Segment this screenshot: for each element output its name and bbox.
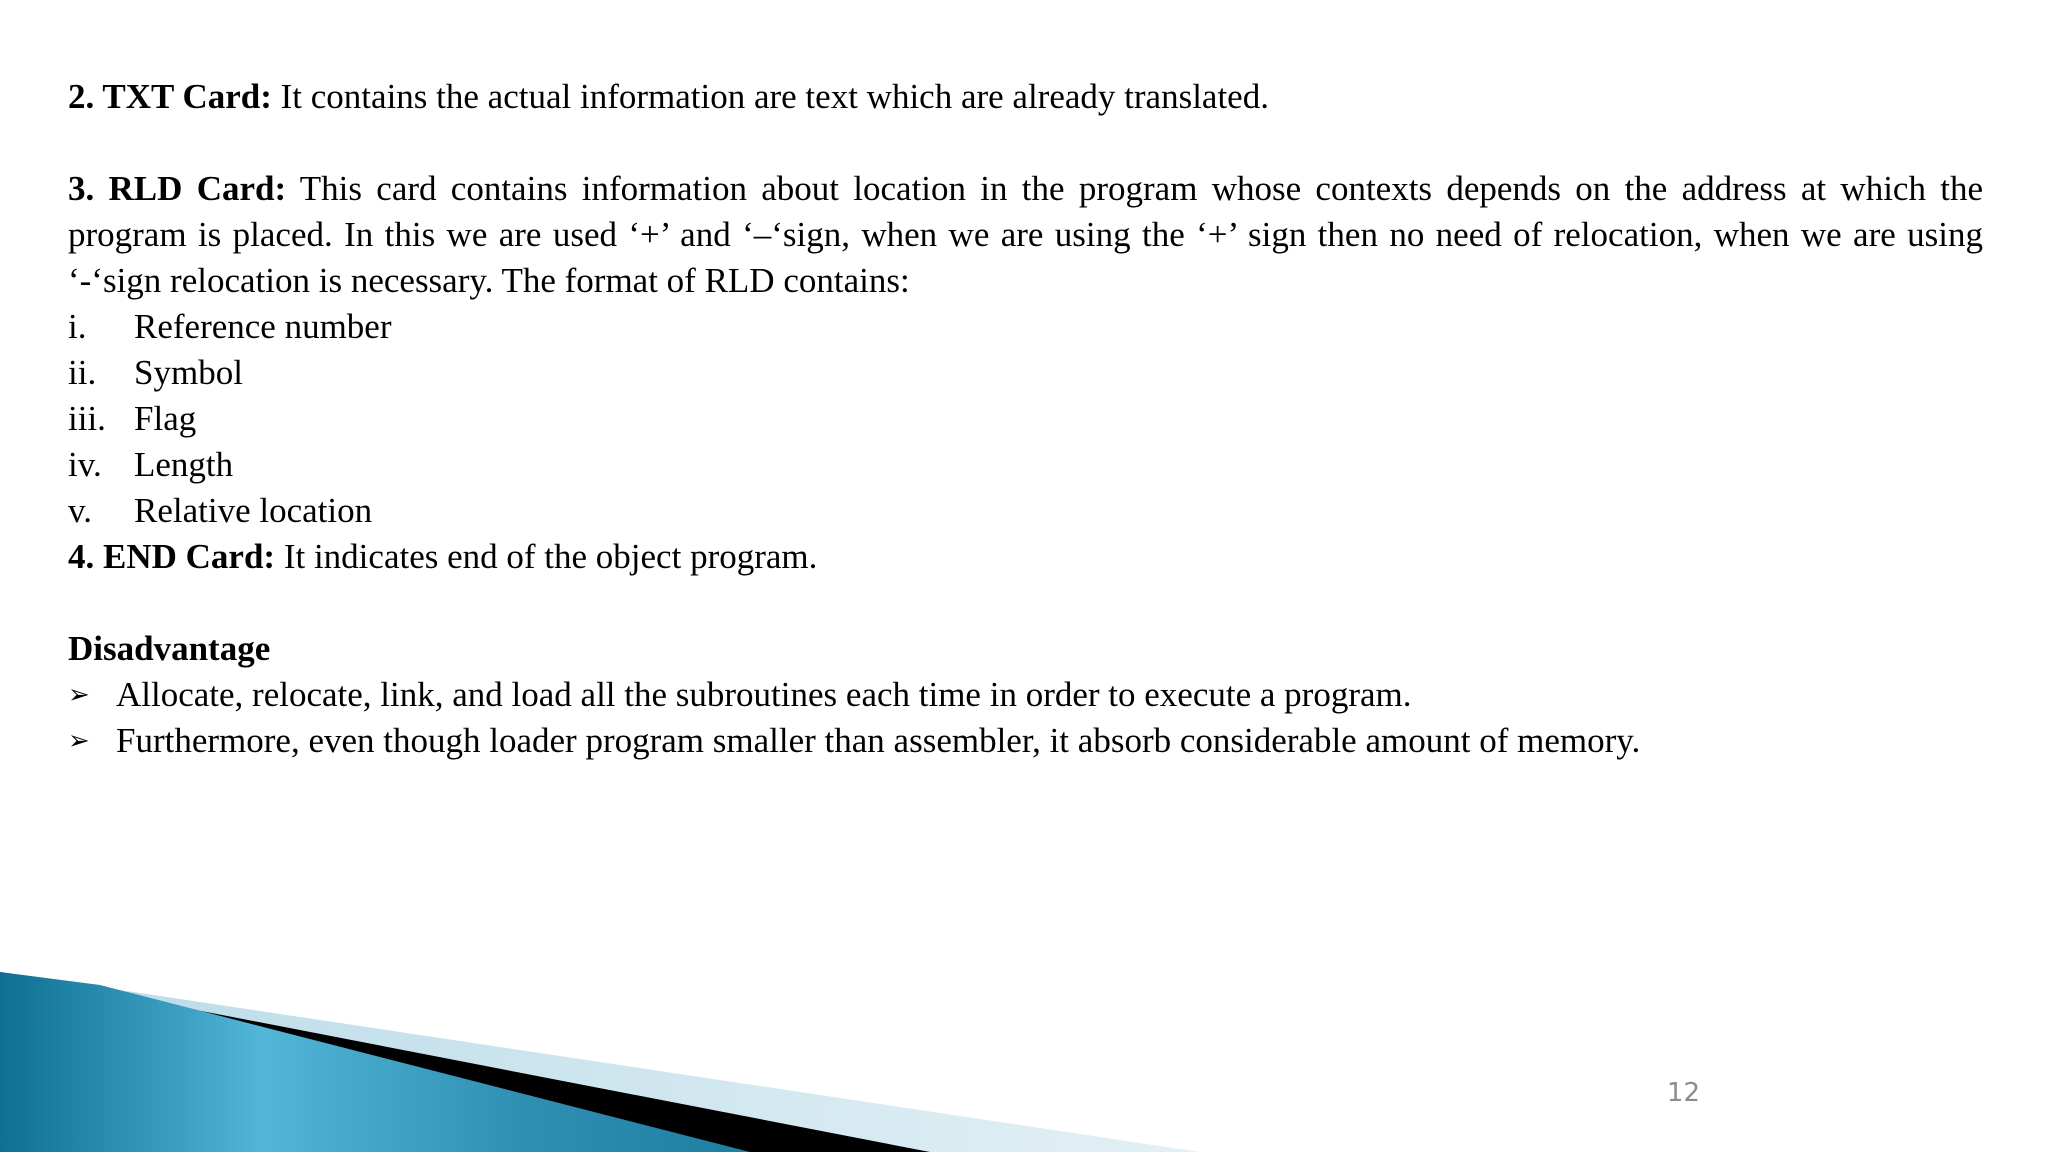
list-item-label: Length <box>134 445 234 484</box>
list-item <box>68 672 1983 718</box>
end-card-heading: 4. END Card: <box>68 537 276 576</box>
list-item <box>68 304 1983 350</box>
list-item <box>68 488 1983 534</box>
list-item <box>68 396 1983 442</box>
txt-card-text: It contains the actual information are text which are already translated. <box>271 77 1269 116</box>
rld-card-heading: 3. RLD Card: <box>68 169 287 208</box>
txt-card-paragraph <box>68 74 1983 120</box>
list-item-text: Allocate, relocate, link, and load all the subroutines each time in order to execute a program. <box>116 675 1412 714</box>
list-item-number: v. <box>68 491 92 530</box>
spacer <box>68 120 1983 166</box>
list-item <box>68 442 1983 488</box>
arrowhead-bullet-icon: ➢ <box>68 680 90 710</box>
end-card-text: It indicates end of the object program. <box>275 537 818 576</box>
list-item <box>68 350 1983 396</box>
list-item-number: i. <box>68 307 87 346</box>
list-item-label: Relative location <box>134 491 373 530</box>
list-item <box>68 718 1983 764</box>
list-item-number: ii. <box>68 353 97 392</box>
rld-card-paragraph <box>68 166 1983 304</box>
list-item-label: Flag <box>134 399 197 438</box>
arrowhead-bullet-icon: ➢ <box>68 726 90 756</box>
end-card-paragraph <box>68 534 1983 580</box>
txt-card-heading: 2. TXT Card: <box>68 77 272 116</box>
slide-content <box>68 74 1983 764</box>
list-item-label: Reference number <box>134 307 392 346</box>
list-item-number: iii. <box>68 399 106 438</box>
disadvantage-heading: Disadvantage <box>68 629 271 668</box>
list-item-label: Symbol <box>134 353 243 392</box>
disadvantage-list <box>68 672 1983 764</box>
decor-teal-band <box>0 972 750 1152</box>
spacer <box>68 580 1983 626</box>
list-item-text: Furthermore, even though loader program smaller than assembler, it absorb considerable amount of memory. <box>116 721 1641 760</box>
rld-card-text: This card contains information about location in the program whose contexts depends on the address at which the program is placed. In this we are used ‘+’ and ‘–‘sign, when we are using the ‘+’ sign then no need of relocation, when we are using ‘-‘sign relocation is necessary. The format of RLD contains: <box>68 169 1983 300</box>
page-number: 12 <box>1666 1078 1700 1108</box>
disadvantage-heading-paragraph <box>68 626 1983 672</box>
list-item-number: iv. <box>68 445 102 484</box>
rld-format-list <box>68 304 1983 534</box>
